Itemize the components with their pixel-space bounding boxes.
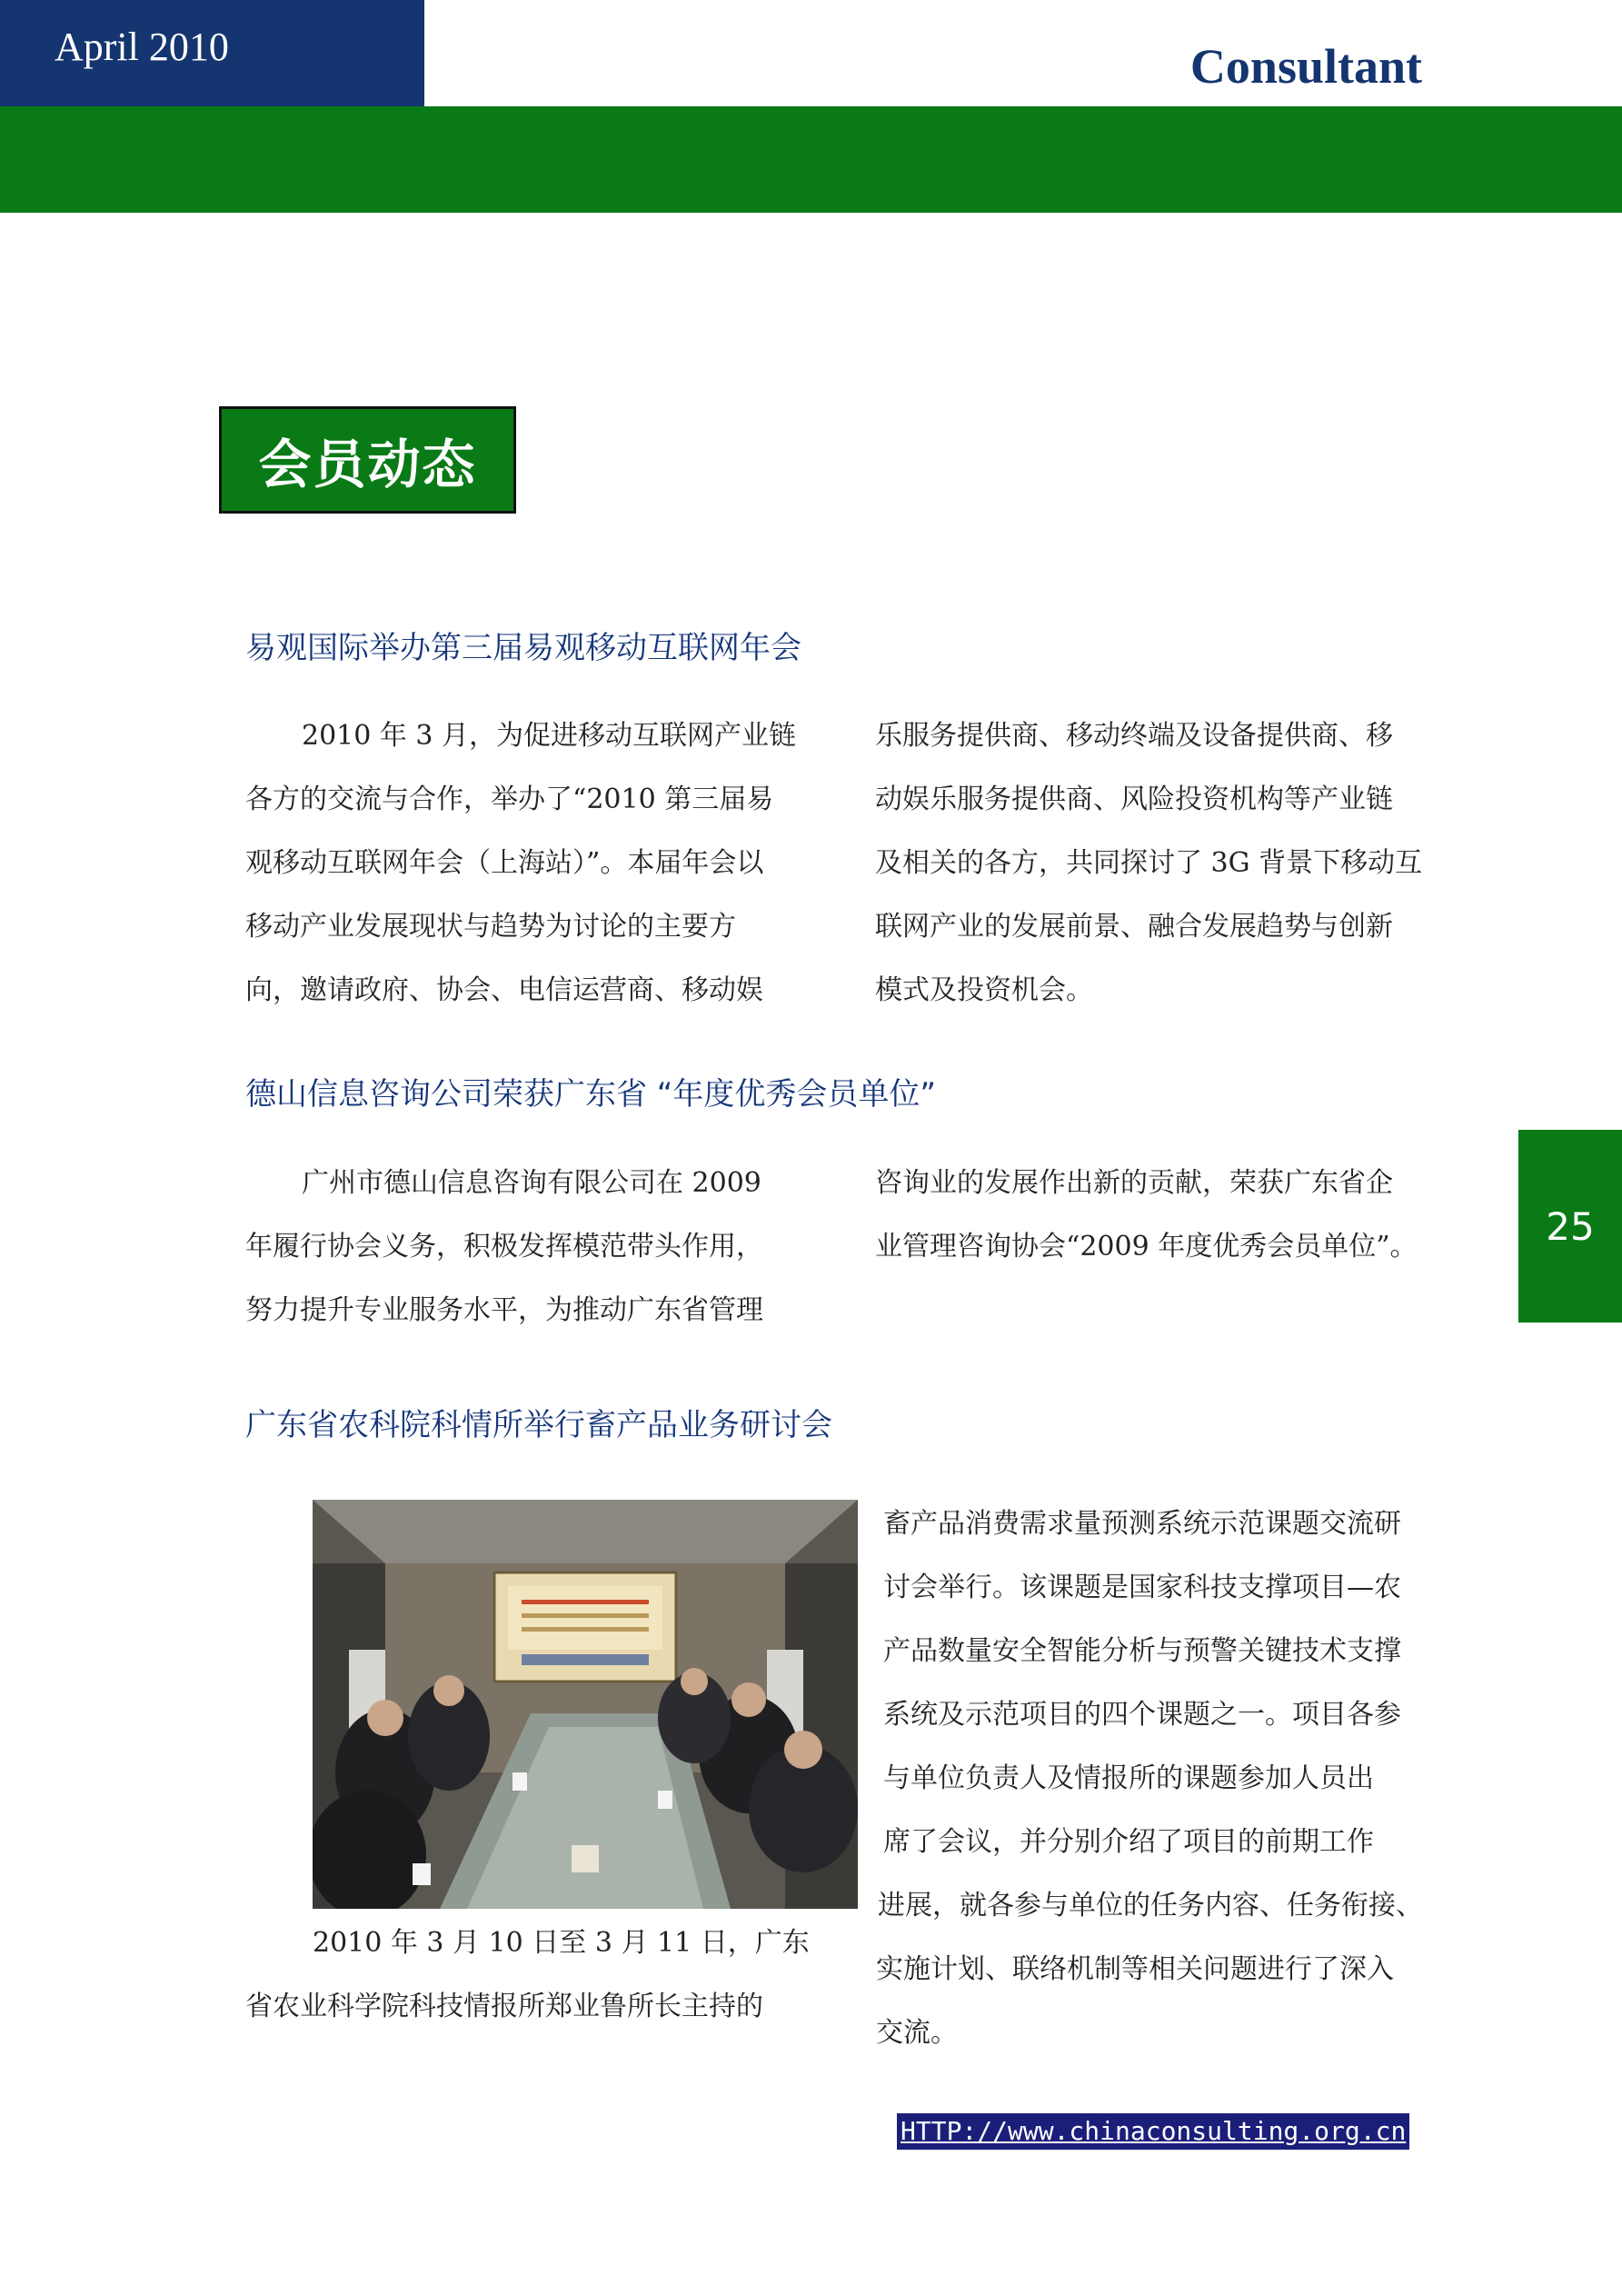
text-line: 联网产业的发展前景、融合发展趋势与创新 [875,911,1393,943]
text-line: 移动产业发展现状与趋势为讨论的主要方 [245,911,736,943]
text-line: 模式及投资机会。 [875,974,1093,1006]
text-line: 畜产品消费需求量预测系统示范课题交流研 [883,1508,1401,1540]
text-line: 乐服务提供商、移动终端及设备提供商、移 [875,720,1393,752]
text-line: 进展，就各参与单位的任务内容、任务衔接、 [878,1890,1423,1922]
text-line: 讨会举行。该课题是国家科技支撑项目—农 [883,1572,1401,1603]
article-3-title: 广东省农科院科情所举行畜产品业务研讨会 [245,1407,832,1443]
text-line: 各方的交流与合作，举办了“2010 第三届易 [245,784,774,815]
text-line: 观移动互联网年会（上海站）”。本届年会以 [245,847,764,879]
text-line: 实施计划、联络机制等相关问题进行了深入 [876,1953,1394,1985]
text-line: 动娱乐服务提供商、风险投资机构等产业链 [875,784,1393,815]
text-line: 努力提升专业服务水平，为推动广东省管理 [245,1294,763,1326]
text-line: 与单位负责人及情报所的课题参加人员出 [883,1762,1374,1794]
text-line: 产品数量安全智能分析与预警关键技术支撑 [883,1635,1401,1667]
section-title: 会员动态 [219,406,516,514]
text-line: 向，邀请政府、协会、电信运营商、移动娱 [245,974,763,1006]
article-3-right-column [876,1492,1423,2065]
page-number: 25 [1518,1130,1622,1323]
text-line: 系统及示范项目的四个课题之一。项目各参 [883,1699,1401,1731]
article-2-right-column [875,1152,1418,1279]
text-line: 广州市德山信息咨询有限公司在 2009 [302,1167,761,1199]
article-1-right-column [875,704,1422,1023]
text-line: 2010 年 3 月，为促进移动互联网产业链 [302,720,797,752]
article-1-left-column [245,704,796,1023]
article-2-left-column [245,1152,763,1343]
text-line: 省农业科学院科技情报所郑业鲁所长主持的 [245,1991,763,2022]
meeting-photo-illustration [313,1500,858,1909]
article-3-left-column [245,1912,810,2039]
text-line: 年履行协会义务，积极发挥模范带头作用， [245,1231,763,1263]
meeting-photo [313,1500,858,1909]
text-line: 及相关的各方，共同探讨了 3G 背景下移动互 [875,847,1423,879]
header-title: Consultant [1189,39,1422,94]
footer-url-link[interactable]: HTTP://www.chinaconsulting.org.cn [897,2113,1409,2150]
header-green-band [0,106,1622,213]
text-line: 交流。 [876,2017,958,2049]
text-line: 席了会议，并分别介绍了项目的前期工作 [883,1826,1374,1858]
text-line: 咨询业的发展作出新的贡献，荣获广东省企 [875,1167,1393,1199]
text-line: 业管理咨询协会“2009 年度优秀会员单位”。 [875,1231,1418,1263]
header-date: April 2010 [0,0,424,106]
text-line: 2010 年 3 月 10 日至 3 月 11 日，广东 [313,1927,810,1959]
article-2-title: 德山信息咨询公司荣获广东省 “年度优秀会员单位” [245,1076,937,1113]
article-1-title: 易观国际举办第三届易观移动互联网年会 [245,630,801,666]
